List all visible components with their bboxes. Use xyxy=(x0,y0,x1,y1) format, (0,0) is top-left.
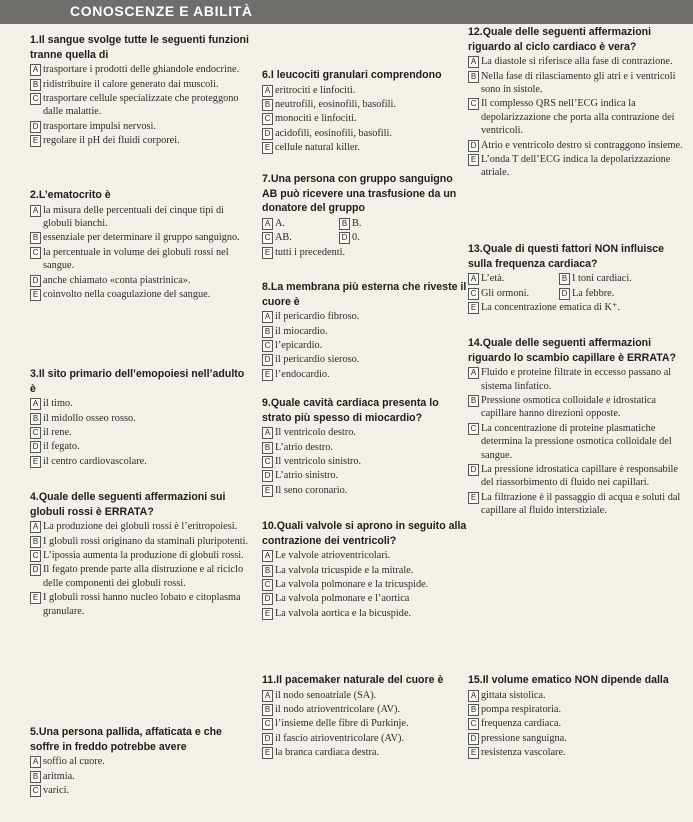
option-letter-box: E xyxy=(262,369,273,381)
option-letter-box: C xyxy=(262,113,273,125)
option-letter-box: D xyxy=(262,128,273,140)
option-c[interactable]: C monociti e linfociti. xyxy=(262,112,467,125)
option-a[interactable]: A Le valvole atrioventricolari. xyxy=(262,549,472,562)
option-c[interactable]: C Il ventricolo sinistro. xyxy=(262,455,467,468)
option-letter-box: E xyxy=(468,492,479,504)
option-b[interactable]: B L’atrio destro. xyxy=(262,441,467,454)
option-b[interactable]: B pompa respiratoria. xyxy=(468,703,688,716)
option-a[interactable]: A il pericardio fibroso. xyxy=(262,310,467,323)
option-letter-box: A xyxy=(30,756,41,768)
option-letter-box: D xyxy=(262,470,273,482)
option-b[interactable]: B il miocardio. xyxy=(262,325,467,338)
option-d[interactable]: D L’atrio sinistro. xyxy=(262,469,467,482)
option-letter-box: A xyxy=(262,218,273,230)
option-letter-box: A xyxy=(262,690,273,702)
option-letter-box: E xyxy=(468,747,479,759)
option-letter-box: E xyxy=(30,592,41,604)
option-c[interactable]: C frequenza cardiaca. xyxy=(468,717,688,730)
option-a[interactable]: A La diastole si riferisce alla fase di contrazione. xyxy=(468,55,688,68)
option-e[interactable]: E regolare il pH dei fluidi corporei. xyxy=(30,134,250,147)
option-letter-box: A xyxy=(468,367,479,379)
option-a[interactable]: A Fluido e proteine filtrate in eccesso passano al sistema linfatico. xyxy=(468,366,690,393)
option-letter-box: A xyxy=(30,64,41,76)
option-d[interactable]: D La valvola polmonare e l’aortica xyxy=(262,592,472,605)
option-b[interactable]: B ridistribuire il calore generato dai muscoli. xyxy=(30,78,250,91)
option-e[interactable]: E resistenza vascolare. xyxy=(468,746,688,759)
section-title: CONOSCENZE E ABILITÀ xyxy=(70,3,253,19)
question-13 xyxy=(468,242,688,314)
option-letter-box: D xyxy=(262,733,273,745)
option-c[interactable]: C La concentrazione di proteine plasmatiche determina la pressione osmotica colloidale del sangue. xyxy=(468,422,690,462)
option-letter-box: A xyxy=(468,690,479,702)
option-c[interactable]: C il rene. xyxy=(30,426,250,439)
question-stem: 11.Il pacemaker naturale del cuore è xyxy=(262,674,444,686)
question-stem: 14.Quale delle seguenti affermazioni riguardo lo scambio capillare è ERRATA? xyxy=(468,337,676,364)
option-c[interactable]: C Gli ormoni. xyxy=(468,287,559,300)
option-c[interactable]: C trasportare cellule specializzate che proteggono dalle malattie. xyxy=(30,92,250,119)
option-letter-box: E xyxy=(30,456,41,468)
option-letter-box: B xyxy=(262,565,273,577)
option-letter-box: C xyxy=(262,456,273,468)
option-a[interactable]: A trasportare i prodotti delle ghiandole endocrine. xyxy=(30,63,250,76)
option-letter-box: A xyxy=(30,521,41,533)
option-d[interactable]: D 0. xyxy=(339,231,412,244)
question-8 xyxy=(262,280,467,381)
option-d[interactable]: D La pressione idrostatica capillare è responsabile del riassorbimento di fluido nei capillari. xyxy=(468,463,690,490)
question-4 xyxy=(30,490,252,618)
option-letter-box: D xyxy=(30,275,41,287)
section-header xyxy=(0,0,693,24)
option-letter-box: E xyxy=(262,608,273,620)
option-d[interactable]: D il fascio atrioventricolare (AV). xyxy=(262,732,472,745)
option-d[interactable]: D Il fegato prende parte alla distruzione e al riciclo delle componenti dei globuli rossi. xyxy=(30,563,252,590)
option-letter-box: C xyxy=(262,579,273,591)
option-letter-box: D xyxy=(468,140,479,152)
option-letter-box: D xyxy=(262,593,273,605)
question-stem: 6.I leucociti granulari comprendono xyxy=(262,69,442,81)
option-letter-box: B xyxy=(30,771,41,783)
option-e[interactable]: E La filtrazione è il passaggio di acqua e soluti dal capillare al fluido interstiziale. xyxy=(468,491,690,518)
option-a[interactable]: A eritrociti e linfociti. xyxy=(262,84,467,97)
option-b[interactable]: B il midollo osseo rosso. xyxy=(30,412,250,425)
question-stem: 5.Una persona pallida, affaticata e che soffre in freddo potrebbe avere xyxy=(30,726,222,753)
option-e[interactable]: E la branca cardiaca destra. xyxy=(262,746,472,759)
option-c[interactable]: C l’epicardio. xyxy=(262,339,467,352)
option-b[interactable]: B essenziale per determinare il gruppo sanguigno. xyxy=(30,231,250,244)
question-stem: 3.Il sito primario dell’emopoiesi nell’adulto è xyxy=(30,368,245,395)
option-a[interactable]: A il timo. xyxy=(30,397,250,410)
option-e[interactable]: E La valvola aortica e la bicuspide. xyxy=(262,607,472,620)
option-letter-box: A xyxy=(30,205,41,217)
question-stem: 2.L’ematocrito è xyxy=(30,189,111,201)
option-c[interactable]: C Il complesso QRS nell’ECG indica la depolarizzazione che porta alla contrazione dei ventricoli. xyxy=(468,97,688,137)
option-letter-box: E xyxy=(468,302,479,314)
question-3 xyxy=(30,367,250,468)
option-c[interactable]: C L’ipossia aumenta la produzione di globuli rossi. xyxy=(30,549,252,562)
question-15 xyxy=(468,673,688,760)
option-a[interactable]: A soffio al cuore. xyxy=(30,755,250,768)
option-letter-box: A xyxy=(468,273,479,285)
option-a[interactable]: A L’età. xyxy=(468,272,559,285)
option-letter-box: B xyxy=(262,442,273,454)
option-d[interactable]: D La febbre. xyxy=(559,287,682,300)
option-letter-box: C xyxy=(262,232,273,244)
option-letter-box: E xyxy=(262,247,273,259)
option-a[interactable]: A La produzione dei globuli rossi è l’eritropoiesi. xyxy=(30,520,252,533)
question-stem: 1.Il sangue svolge tutte le seguenti funzioni tranne quella di xyxy=(30,34,249,61)
option-letter-box: B xyxy=(559,273,570,285)
question-7 xyxy=(262,172,467,259)
option-e[interactable]: E L’onda T dell’ECG indica la depolarizzazione atriale. xyxy=(468,153,688,180)
question-stem: 7.Una persona con gruppo sanguigno AB può ricevere una trasfusione da un donatore del gruppo xyxy=(262,173,457,215)
question-stem: 9.Quale cavità cardiaca presenta lo strato più spesso di miocardio? xyxy=(262,397,439,424)
option-c[interactable]: C l’insieme delle fibre di Purkinje. xyxy=(262,717,472,730)
option-d[interactable]: D il pericardio sieroso. xyxy=(262,353,467,366)
question-stem: 4.Quale delle seguenti affermazioni sui globuli rossi è ERRATA? xyxy=(30,491,226,518)
option-letter-box: A xyxy=(262,427,273,439)
option-letter-box: C xyxy=(30,93,41,105)
option-letter-box: A xyxy=(262,550,273,562)
option-d[interactable]: D acidofili, eosinofili, basofili. xyxy=(262,127,467,140)
option-e[interactable]: E La concentrazione ematica di K⁺. xyxy=(468,301,688,314)
option-b[interactable]: B il nodo atrioventricolare (AV). xyxy=(262,703,472,716)
option-letter-box: E xyxy=(262,747,273,759)
option-d[interactable]: D il fegato. xyxy=(30,440,250,453)
option-a[interactable]: A A. xyxy=(262,217,339,230)
option-letter-box: D xyxy=(262,354,273,366)
option-letter-box: C xyxy=(468,98,479,110)
option-letter-box: B xyxy=(262,99,273,111)
option-b[interactable]: B La valvola tricuspide e la mitrale. xyxy=(262,564,472,577)
option-e[interactable]: E Il seno coronario. xyxy=(262,484,467,497)
option-a[interactable]: A Il ventricolo destro. xyxy=(262,426,467,439)
option-letter-box: D xyxy=(30,121,41,133)
option-c[interactable]: C La valvola polmonare e la tricuspide. xyxy=(262,578,472,591)
option-d[interactable]: D pressione sanguigna. xyxy=(468,732,688,745)
question-6 xyxy=(262,68,467,155)
question-14 xyxy=(468,336,690,518)
option-d[interactable]: D Atrio e ventricolo destro si contraggono insieme. xyxy=(468,139,688,152)
option-letter-box: D xyxy=(30,564,41,576)
option-letter-box: B xyxy=(30,232,41,244)
option-b[interactable]: B Nella fase di rilasciamento gli atri e i ventricoli sono in sistole. xyxy=(468,70,688,97)
option-letter-box: B xyxy=(468,395,479,407)
option-letter-box: B xyxy=(468,71,479,83)
option-letter-box: C xyxy=(30,247,41,259)
option-e[interactable]: E coinvolto nella coagulazione del sangue. xyxy=(30,288,250,301)
option-letter-box: B xyxy=(30,536,41,548)
option-letter-box: C xyxy=(468,718,479,730)
question-5 xyxy=(30,725,250,797)
option-letter-box: B xyxy=(262,326,273,338)
option-letter-box: C xyxy=(468,288,479,300)
question-stem: 15.Il volume ematico NON dipende dalla xyxy=(468,674,669,686)
option-letter-box: B xyxy=(30,79,41,91)
question-9 xyxy=(262,396,467,497)
option-letter-box: D xyxy=(468,733,479,745)
question-12 xyxy=(468,25,688,180)
option-letter-box: B xyxy=(262,704,273,716)
option-e[interactable]: E tutti i precedenti. xyxy=(262,246,467,259)
option-letter-box: C xyxy=(262,340,273,352)
option-a[interactable]: A la misura delle percentuali dei cinque tipi di globuli bianchi. xyxy=(30,204,250,231)
option-letter-box: C xyxy=(30,785,41,797)
question-1 xyxy=(30,33,250,148)
option-a[interactable]: A gittata sistolica. xyxy=(468,689,688,702)
option-e[interactable]: E cellule natural killer. xyxy=(262,141,467,154)
option-b[interactable]: B B. xyxy=(339,217,412,230)
option-e[interactable]: E l’endocardio. xyxy=(262,368,467,381)
question-stem: 8.La membrana più esterna che riveste il cuore è xyxy=(262,281,467,308)
option-letter-box: C xyxy=(262,718,273,730)
option-d[interactable]: D anche chiamato «conta piastrinica». xyxy=(30,274,250,287)
option-letter-box: B xyxy=(468,704,479,716)
question-11 xyxy=(262,673,472,760)
question-10 xyxy=(262,519,472,620)
option-b[interactable]: B neutrofili, eosinofili, basofili. xyxy=(262,98,467,111)
option-letter-box: A xyxy=(468,56,479,68)
option-letter-box: A xyxy=(30,398,41,410)
option-letter-box: B xyxy=(339,218,350,230)
option-letter-box: D xyxy=(468,464,479,476)
question-stem: 10.Quali valvole si aprono in seguito alla contrazione dei ventricoli? xyxy=(262,520,467,547)
option-letter-box: C xyxy=(30,550,41,562)
option-letter-box: E xyxy=(30,135,41,147)
option-e[interactable]: E il centro cardiovascolare. xyxy=(30,455,250,468)
option-letter-box: D xyxy=(559,288,570,300)
option-letter-box: D xyxy=(30,441,41,453)
option-e[interactable]: E I globuli rossi hanno nucleo lobato e citoplasma granulare. xyxy=(30,591,252,618)
option-c[interactable]: C AB. xyxy=(262,231,339,244)
question-stem: 13.Quale di questi fattori NON influisce sulla frequenza cardiaca? xyxy=(468,243,665,270)
option-letter-box: E xyxy=(30,289,41,301)
option-letter-box: C xyxy=(30,427,41,439)
option-letter-box: A xyxy=(262,311,273,323)
option-letter-box: A xyxy=(262,85,273,97)
question-stem: 12.Quale delle seguenti affermazioni riguardo al ciclo cardiaco è vera? xyxy=(468,26,652,53)
option-d[interactable]: D trasportare impulsi nervosi. xyxy=(30,120,250,133)
option-b[interactable]: B I toni cardiaci. xyxy=(559,272,682,285)
option-letter-box: B xyxy=(30,413,41,425)
option-b[interactable]: B Pressione osmotica colloidale e idrostatica capillare hanno direzioni opposte. xyxy=(468,394,690,421)
option-b[interactable]: B aritmia. xyxy=(30,770,250,783)
option-letter-box: E xyxy=(468,154,479,166)
option-c[interactable]: C varici. xyxy=(30,784,250,797)
option-a[interactable]: A il nodo senoatriale (SA). xyxy=(262,689,472,702)
option-letter-box: C xyxy=(468,423,479,435)
option-b[interactable]: B I globuli rossi originano da staminali pluripotenti. xyxy=(30,535,252,548)
option-letter-box: D xyxy=(339,232,350,244)
option-letter-box: E xyxy=(262,142,273,154)
question-2 xyxy=(30,188,250,301)
option-letter-box: E xyxy=(262,485,273,497)
option-c[interactable]: C la percentuale in volume dei globuli rossi nel sangue. xyxy=(30,246,250,273)
